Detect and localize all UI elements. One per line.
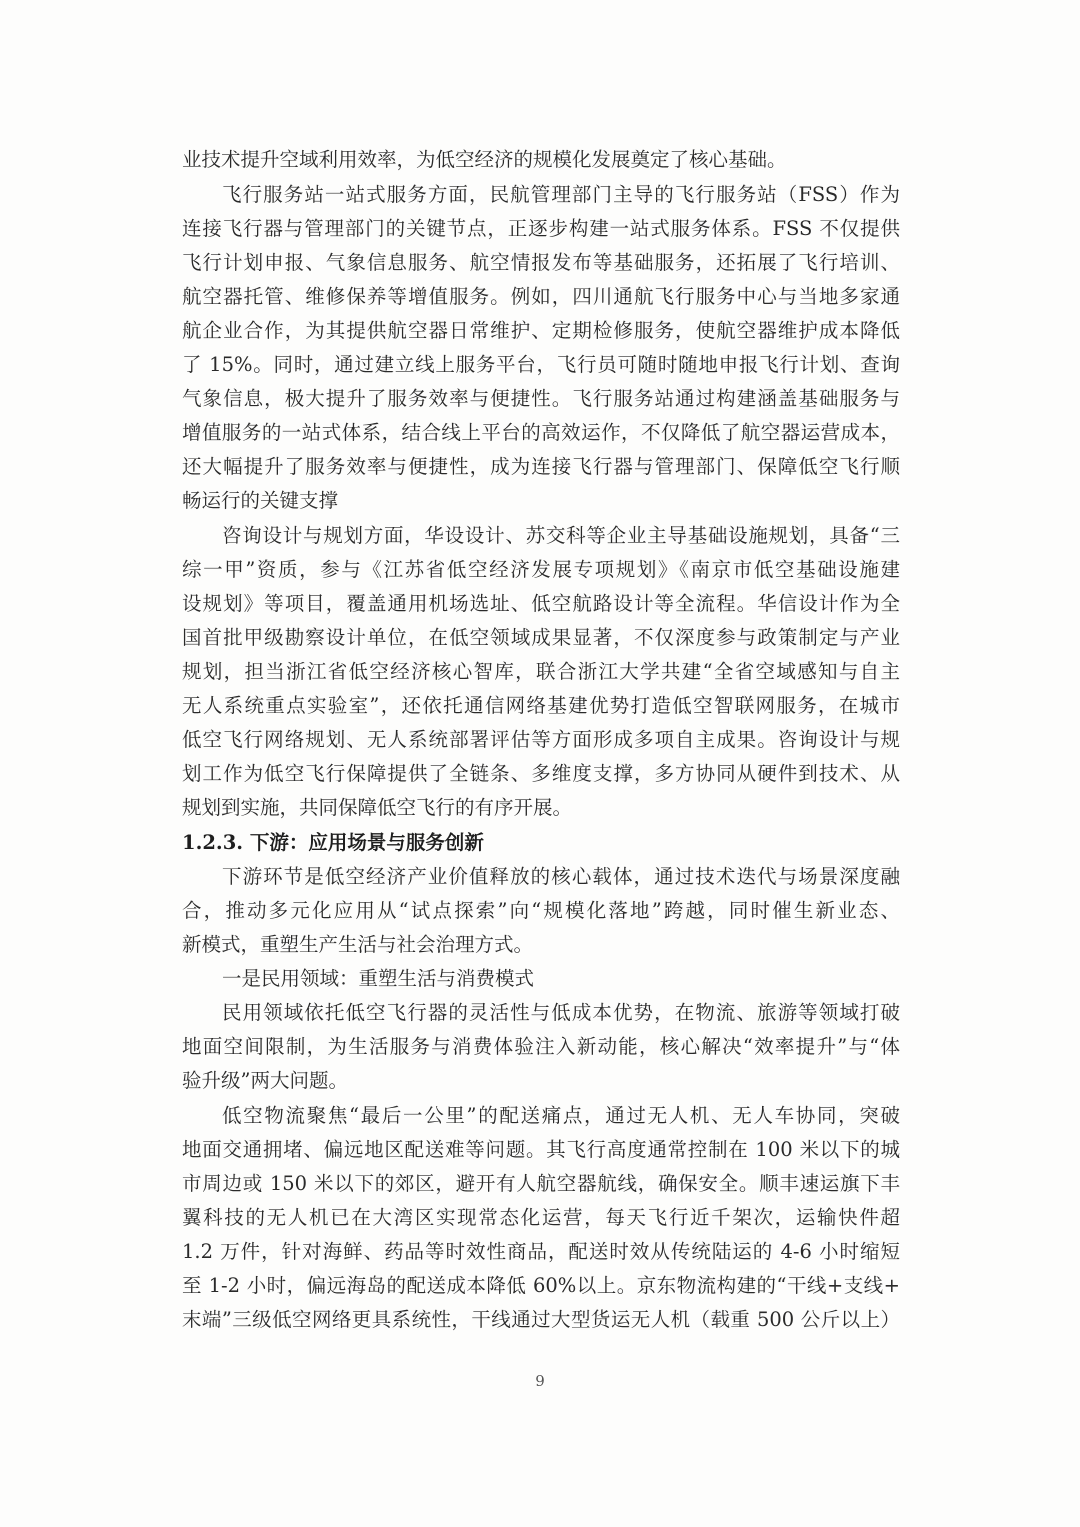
text-line: 至 1-2 小时，偏远海岛的配送成本降低 60%以上。京东物流构建的“干线+支线+ bbox=[182, 1274, 900, 1297]
text-line: 下游环节是低空经济产业价值释放的核心载体，通过技术迭代与场景深度融 bbox=[222, 865, 900, 888]
text-line: 设规划》等项目，覆盖通用机场选址、低空航路设计等全流程。华信设计作为全 bbox=[182, 592, 900, 615]
text-line: 气象信息，极大提升了服务效率与便捷性。飞行服务站通过构建涵盖基础服务与 bbox=[182, 387, 900, 410]
text-line: 低空物流聚焦“最后一公里”的配送痛点，通过无人机、无人车协同，突破 bbox=[222, 1104, 900, 1127]
text-line: 咨询设计与规划方面，华设设计、苏交科等企业主导基础设施规划，具备“三 bbox=[222, 524, 900, 547]
text-line: 了 15%。同时，通过建立线上服务平台，飞行员可随时随地申报飞行计划、查询 bbox=[182, 353, 900, 376]
text-line: 增值服务的一站式体系，结合线上平台的高效运作，不仅降低了航空器运营成本， bbox=[182, 421, 900, 444]
text-line: 1.2 万件，针对海鲜、药品等时效性商品，配送时效从传统陆运的 4-6 小时缩短 bbox=[182, 1240, 900, 1263]
section-heading: 1.2.3. 下游：应用场景与服务创新 bbox=[182, 831, 484, 854]
text-line: 合，推动多元化应用从“试点探索”向“规模化落地”跨越，同时催生新业态、 bbox=[182, 899, 900, 922]
text-line: 国首批甲级勘察设计单位，在低空领域成果显著，不仅深度参与政策制定与产业 bbox=[182, 626, 900, 649]
page-number: 9 bbox=[535, 1372, 545, 1390]
text-line: 飞行服务站一站式服务方面，民航管理部门主导的飞行服务站（FSS）作为 bbox=[222, 183, 900, 206]
text-line: 翼科技的无人机已在大湾区实现常态化运营，每天飞行近千架次，运输快件超 bbox=[182, 1206, 900, 1229]
text-line: 验升级”两大问题。 bbox=[182, 1069, 348, 1092]
text-line: 连接飞行器与管理部门的关键节点，正逐步构建一站式服务体系。FSS 不仅提供 bbox=[182, 217, 900, 240]
text-line: 业技术提升空域利用效率，为低空经济的规模化发展奠定了核心基础。 bbox=[182, 148, 787, 171]
text-line: 规划，担当浙江省低空经济核心智库，联合浙江大学共建“全省空域感知与自主 bbox=[182, 660, 900, 683]
text-line: 还大幅提升了服务效率与便捷性，成为连接飞行器与管理部门、保障低空飞行顺 bbox=[182, 455, 900, 478]
text-line: 民用领域依托低空飞行器的灵活性与低成本优势，在物流、旅游等领域打破 bbox=[222, 1001, 900, 1024]
text-line: 飞行计划申报、气象信息服务、航空情报发布等基础服务，还拓展了飞行培训、 bbox=[182, 251, 900, 274]
text-line: 规划到实施，共同保障低空飞行的有序开展。 bbox=[182, 796, 573, 819]
text-line: 地面交通拥堵、偏远地区配送难等问题。其飞行高度通常控制在 100 米以下的城 bbox=[182, 1138, 900, 1161]
text-line: 畅运行的关键支撑 bbox=[182, 489, 339, 512]
text-line: 航空器托管、维修保养等增值服务。例如，四川通航飞行服务中心与当地多家通 bbox=[182, 285, 900, 308]
text-line: 划工作为低空飞行保障提供了全链条、多维度支撑，多方协同从硬件到技术、从 bbox=[182, 762, 900, 785]
subheading: 一是民用领域：重塑生活与消费模式 bbox=[222, 967, 535, 990]
text-line: 低空飞行网络规划、无人系统部署评估等方面形成多项自主成果。咨询设计与规 bbox=[182, 728, 900, 751]
text-line: 无人系统重点实验室”，还依托通信网络基建优势打造低空智联网服务，在城市 bbox=[182, 694, 900, 717]
text-line: 市周边或 150 米以下的郊区，避开有人航空器航线，确保安全。顺丰速运旗下丰 bbox=[182, 1172, 900, 1195]
text-line: 地面空间限制，为生活服务与消费体验注入新动能，核心解决“效率提升”与“体 bbox=[182, 1035, 900, 1058]
text-line: 末端”三级低空网络更具系统性，干线通过大型货运无人机（载重 500 公斤以上） bbox=[182, 1308, 900, 1331]
text-line: 航企业合作，为其提供航空器日常维护、定期检修服务，使航空器维护成本降低 bbox=[182, 319, 900, 342]
text-line: 综一甲”资质，参与《江苏省低空经济发展专项规划》《南京市低空基础设施建 bbox=[182, 558, 900, 581]
text-line: 新模式，重塑生产生活与社会治理方式。 bbox=[182, 933, 534, 956]
